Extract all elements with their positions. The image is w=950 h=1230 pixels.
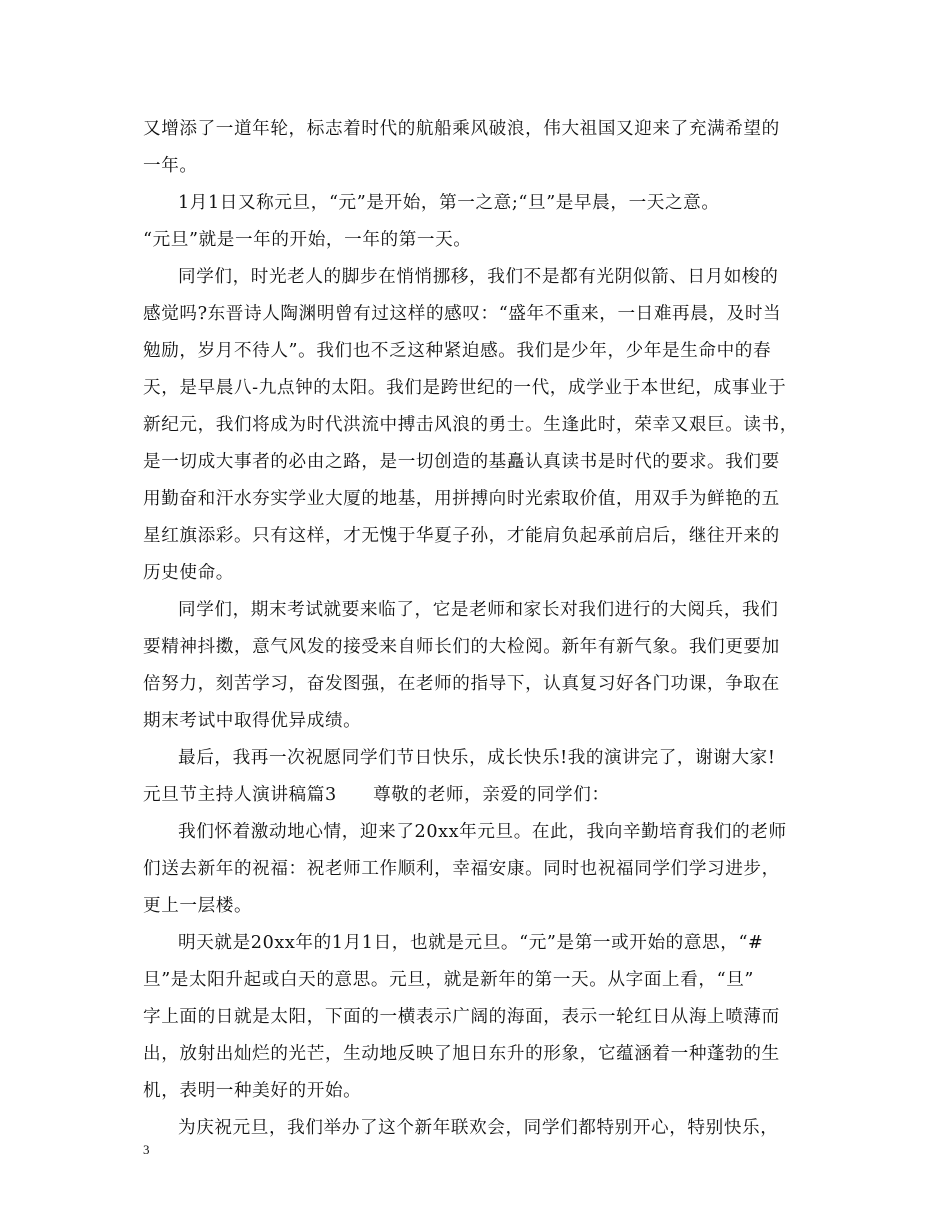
- text-line: 1月1日又称元旦，“元”是开始，第一之意;“旦”是早晨，一天之意。: [178, 193, 720, 213]
- text-line: 更上一层楼。: [143, 896, 253, 916]
- text-line: 同学们，期末考试就要来临了，它是老师和家长对我们进行的大阅兵，我们: [178, 600, 779, 620]
- text-line: 新纪元，我们将成为时代洪流中搏击风浪的勇士。生逢此时，荣幸又艰巨。读书，: [143, 415, 798, 435]
- text-line: 最后，我再一次祝愿同学们节日快乐，成长快乐!我的演讲完了，谢谢大家!: [178, 748, 776, 768]
- text-line: 我们怀着激动地心情，迎来了20xx年元旦。在此，我向辛勤培育我们的老师: [178, 822, 787, 842]
- text-line: 星红旗添彩。只有这样，才无愧于华夏子孙，才能肩负起承前启后，继往开来的: [143, 526, 780, 546]
- text-line: 出，放射出灿烂的光芒，生动地反映了旭日东升的形象，它蕴涵着一种蓬勃的生: [143, 1044, 780, 1064]
- text-line: 天，是早晨八-九点钟的太阳。我们是跨世纪的一代，成学业于本世纪，成事业于: [143, 378, 787, 398]
- text-line: 要精神抖擞，意气风发的接受来自师长们的大检阅。新年有新气象。我们更要加: [143, 637, 780, 657]
- text-line: 旦”是太阳升起或白天的意思。元旦，就是新年的第一天。从字面上看，“旦”: [143, 970, 754, 990]
- text-line: 字上面的日就是太阳，下面的一横表示广阔的海面，表示一轮红日从海上喷薄而: [143, 1007, 780, 1027]
- text-line: 为庆祝元旦，我们举办了这个新年联欢会，同学们都特别开心，特别快乐，: [178, 1118, 779, 1138]
- text-line: 机，表明一种美好的开始。: [143, 1081, 362, 1101]
- text-line: 期末考试中取得优异成绩。: [143, 711, 362, 731]
- page-number: 3: [143, 1142, 150, 1157]
- text-line: 历史使命。: [143, 563, 234, 583]
- text-line: 一年。: [143, 156, 198, 176]
- text-line: 感觉吗?东晋诗人陶渊明曾有过这样的感叹：“盛年不重来，一日难再晨，及时当: [143, 304, 782, 324]
- text-line: 同学们，时光老人的脚步在悄悄挪移，我们不是都有光阴似箭、日月如梭的: [178, 267, 779, 287]
- text-line: 倍努力，刻苦学习，奋发图强，在老师的指导下，认真复习好各门功课，争取在: [143, 674, 780, 694]
- text-line: 勉励，岁月不待人”。我们也不乏这种紧迫感。我们是少年，少年是生命中的春: [143, 341, 772, 361]
- text-line: 明天就是20xx年的1月1日，也就是元旦。“元”是第一或开始的意思，“#: [178, 933, 764, 953]
- text-line: 又增添了一道年轮，标志着时代的航船乘风破浪，伟大祖国又迎来了充满希望的: [143, 119, 780, 139]
- section-heading: 元旦节主持人演讲稿篇3 尊敬的老师，亲爱的同学们：: [143, 785, 610, 805]
- text-line: 们送去新年的祝福：祝老师工作顺利，幸福安康。同时也祝福同学们学习进步，: [143, 859, 780, 879]
- text-line: 是一切成大事者的必由之路，是一切创造的基矗认真读书是时代的要求。我们要: [143, 452, 780, 472]
- text-line: 用勤奋和汗水夯实学业大厦的地基，用拼搏向时光索取价值，用双手为鲜艳的五: [143, 489, 780, 509]
- text-line: “元旦”就是一年的开始，一年的第一天。: [143, 230, 472, 250]
